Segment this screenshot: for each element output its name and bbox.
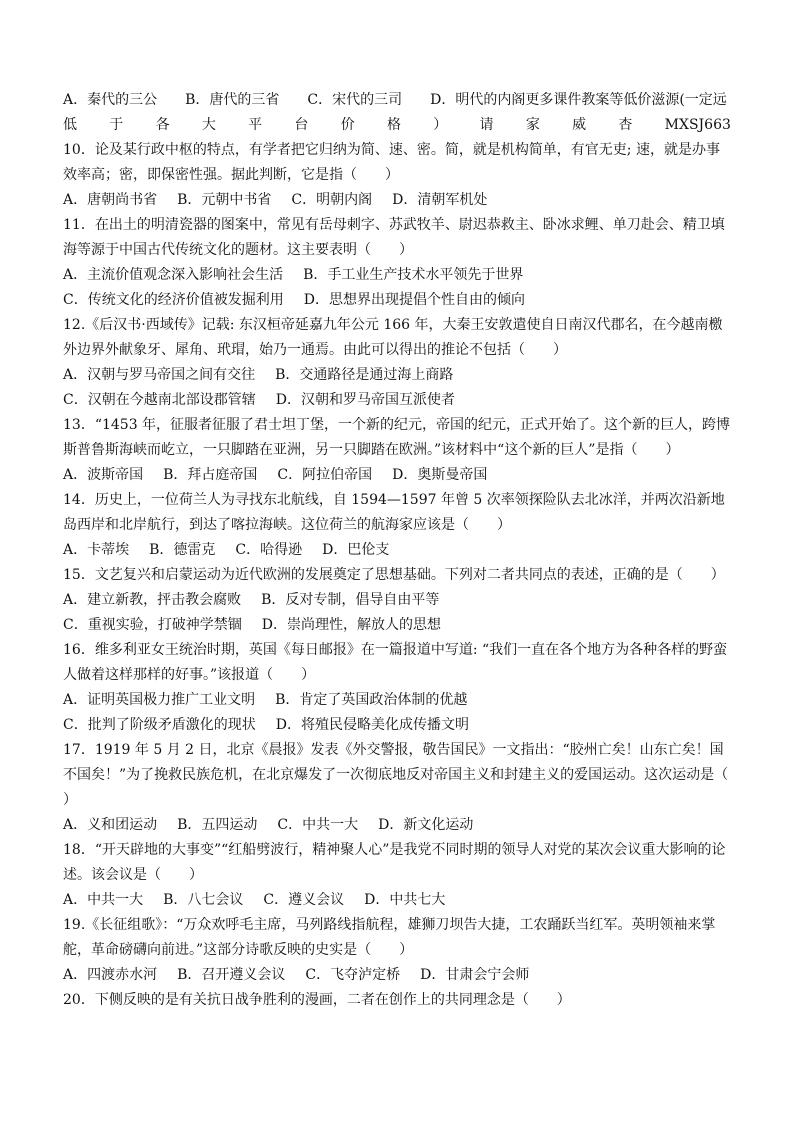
answer-option[interactable]: C．飞夺泸定桥 xyxy=(305,967,401,983)
answer-option[interactable]: D．清朝军机处 xyxy=(392,192,488,208)
spread-word: 台 xyxy=(294,117,309,133)
answer-option[interactable]: C．重视实验，打破神学禁锢 xyxy=(63,617,242,633)
answer-option[interactable]: D．巴伦支 xyxy=(322,542,390,558)
answer-option[interactable]: D．将殖民侵略美化成传播文明 xyxy=(275,717,469,733)
question-block xyxy=(63,413,731,488)
answer-option[interactable]: D．汉朝和罗马帝国互派使者 xyxy=(275,392,455,408)
question-stem: 17．1919 年 5 月 2 日，北京《晨报》发表《外交警报，敬告国民》一文指出：“胶州亡矣！山东亡矣！国不国矣！”为了挽救民族危机，在北京爆发了一次彻底地反对帝国主义和封建主义的爱国运动。这次运动是（ ） xyxy=(63,742,757,808)
answer-option[interactable]: A．波斯帝国 xyxy=(63,467,144,483)
spread-word: 各 xyxy=(155,117,170,133)
question-stem: 18．“开天辟地的大事变”“红船劈波行，精神聚人心”是我党不同时期的领导人对党的某次会议重大影响的论述。该会议是（ ） xyxy=(63,842,726,883)
option-row xyxy=(63,363,731,388)
question-stem: 12.《后汉书·西域传》记载: 东汉桓帝延嘉九年公元 166 年，大秦王安敦遣使自日南汉代郡名，在今越南檄外边界外献象牙、犀角、玳瑁，始乃一通焉。由此可以得出的推论不包括（ ） xyxy=(63,317,723,358)
question-block xyxy=(63,913,731,988)
answer-option[interactable]: C．批判了阶级矛盾激化的现状 xyxy=(63,717,256,733)
answer-option[interactable]: B．五四运动 xyxy=(177,817,258,833)
question-block xyxy=(63,313,731,413)
question-block xyxy=(63,638,731,738)
answer-option[interactable]: C．明朝内阁 xyxy=(291,192,373,208)
answer-option[interactable]: A．唐朝尚书省 xyxy=(63,192,158,208)
spread-word: 威 xyxy=(572,117,587,133)
spread-word: 大 xyxy=(201,117,216,133)
option-row xyxy=(63,963,731,988)
answer-option[interactable]: B．八七会议 xyxy=(163,892,244,908)
spread-word: 格 xyxy=(386,117,401,133)
question-stem: 10．论及某行政中枢的特点，有学者把它归纳为简、速、密。简，就是机构简单，有官无吏; 速，就是办事效率高；密，即保密性强。据此判断，它是指（ ） xyxy=(63,142,720,183)
answer-option[interactable]: B．德雷克 xyxy=(149,542,216,558)
answer-option[interactable]: D．崇尚理性，解放人的思想 xyxy=(261,617,441,633)
answer-option[interactable]: B．元朝中书省 xyxy=(177,192,272,208)
question-block xyxy=(63,563,731,638)
question-stem: 16．维多利亚女王统治时期，英国《每日邮报》在一篇报道中写道: “我们一直在各个地方为各种各样的野蛮人做着这样那样的好事。”该报道（ ） xyxy=(63,642,728,683)
answer-option[interactable]: A．卡蒂埃 xyxy=(63,542,130,558)
option-row xyxy=(63,613,731,638)
question-block xyxy=(63,738,757,838)
answer-option[interactable]: D．新文化运动 xyxy=(378,817,474,833)
question-stem: 20．下侧反映的是有关抗日战争胜利的漫画，二者在创作上的共同理念是（ ） xyxy=(63,992,571,1008)
option-row xyxy=(63,388,731,413)
spread-word: 家 xyxy=(525,117,540,133)
answer-option[interactable]: D．甘肃会宁会师 xyxy=(420,967,530,983)
question-block xyxy=(63,138,731,213)
answer-option[interactable]: D．中共七大 xyxy=(364,892,446,908)
spread-word: 平 xyxy=(248,117,263,133)
answer-option[interactable]: A．证明英国极力推广工业文明 xyxy=(63,692,256,708)
answer-option[interactable]: A．建立新教，抨击教会腐败 xyxy=(63,592,242,608)
question-stem: 14．历史上，一位荷兰人为寻找东北航线，自 1594—1597 年曾 5 次率领探险队去北冰洋，并两次沿新地岛西岸和北岸航行，到达了喀拉海峡。这位荷兰的航海家应该是（ ） xyxy=(63,492,725,533)
spread-word: 杏 xyxy=(618,117,633,133)
option-row xyxy=(63,538,731,563)
option-row xyxy=(63,713,731,738)
spread-word: ） xyxy=(433,117,448,133)
option-row xyxy=(63,463,731,488)
question-block xyxy=(63,213,731,313)
answer-option[interactable]: B．肯定了英国政治体制的优越 xyxy=(275,692,468,708)
spread-word: MXSJ663 xyxy=(664,117,731,133)
answer-option[interactable]: A．汉朝与罗马帝国之间有交往 xyxy=(63,367,256,383)
spread-word: 低 xyxy=(63,117,77,133)
question-block xyxy=(63,988,731,1013)
answer-option[interactable]: C．遵义会议 xyxy=(263,892,345,908)
spread-word: 价 xyxy=(340,117,355,133)
answer-option[interactable]: B．交通路径是通过海上商路 xyxy=(275,367,454,383)
question-stem: 11．在出土的明清瓷器的图案中，常见有岳母刺字、苏武牧羊、尉迟恭救主、卧冰求鲤、单刀赴会、精卫填海等源于中国古代传统文化的题材。这主要表明（ ） xyxy=(63,217,725,258)
answer-option[interactable]: C．汉朝在今越南北部设郡管辖 xyxy=(63,392,256,408)
option-row xyxy=(63,263,731,288)
question-stem: 15．文艺复兴和启蒙运动为近代欧洲的发展奠定了思想基础。下列对二者共同点的表述，正确的是（ ） xyxy=(63,567,725,583)
spread-word: 请 xyxy=(479,117,494,133)
answer-option[interactable]: D．奥斯曼帝国 xyxy=(392,467,488,483)
answer-option[interactable]: A．主流价值观念深入影响社会生活 xyxy=(63,267,284,283)
answer-option[interactable]: C．阿拉伯帝国 xyxy=(277,467,373,483)
answer-option[interactable]: B．反对专制，倡导自由平等 xyxy=(261,592,440,608)
option-row xyxy=(63,588,731,613)
question-stem: 19.《长征组歌》：“万众欢呼毛主席，马列路线指航程，雄狮刀坝告大捷，工农踊跃当红军。英明领袖来掌舵，革命磅礴向前进。”这部分诗歌反映的史实是（ ） xyxy=(63,917,716,958)
answer-option[interactable]: D．思想界出现提倡个性自由的倾向 xyxy=(303,292,525,308)
answer-option[interactable]: C．哈得逊 xyxy=(235,542,303,558)
question-stem: 13．“1453 年，征服者征服了君士坦丁堡，一个新的纪元，帝国的纪元，正式开始了。这个新的巨人，跨博斯普鲁斯海峡而屹立，一只脚踏在亚洲，另一只脚踏在欧洲。”该材料中“这个新的巨人”是指（ ） xyxy=(63,417,731,458)
option-row xyxy=(63,188,731,213)
question-list xyxy=(63,88,757,1013)
question-block xyxy=(63,488,731,563)
q9-spread-line xyxy=(63,113,731,138)
answer-option[interactable]: B．召开遵义会议 xyxy=(177,967,286,983)
option-row xyxy=(63,813,731,838)
answer-option[interactable]: A．义和团运动 xyxy=(63,817,158,833)
spread-word: 于 xyxy=(109,117,124,133)
question-block xyxy=(63,838,731,913)
option-row xyxy=(63,688,731,713)
answer-option[interactable]: C．传统文化的经济价值被发掘利用 xyxy=(63,292,284,308)
answer-option[interactable]: C．中共一大 xyxy=(277,817,359,833)
answer-option[interactable]: B．手工业生产技术水平领先于世界 xyxy=(303,267,524,283)
answer-option[interactable]: A．中共一大 xyxy=(63,892,144,908)
option-row xyxy=(63,288,731,313)
option-row xyxy=(63,888,731,913)
answer-option[interactable]: B．拜占庭帝国 xyxy=(163,467,258,483)
q9-options: A．秦代的三公 B．唐代的三省 C．宋代的三司 D．明代的内阁更多课件教案等低价滋源(一定远 xyxy=(63,92,727,108)
answer-option[interactable]: A．四渡赤水河 xyxy=(63,967,158,983)
